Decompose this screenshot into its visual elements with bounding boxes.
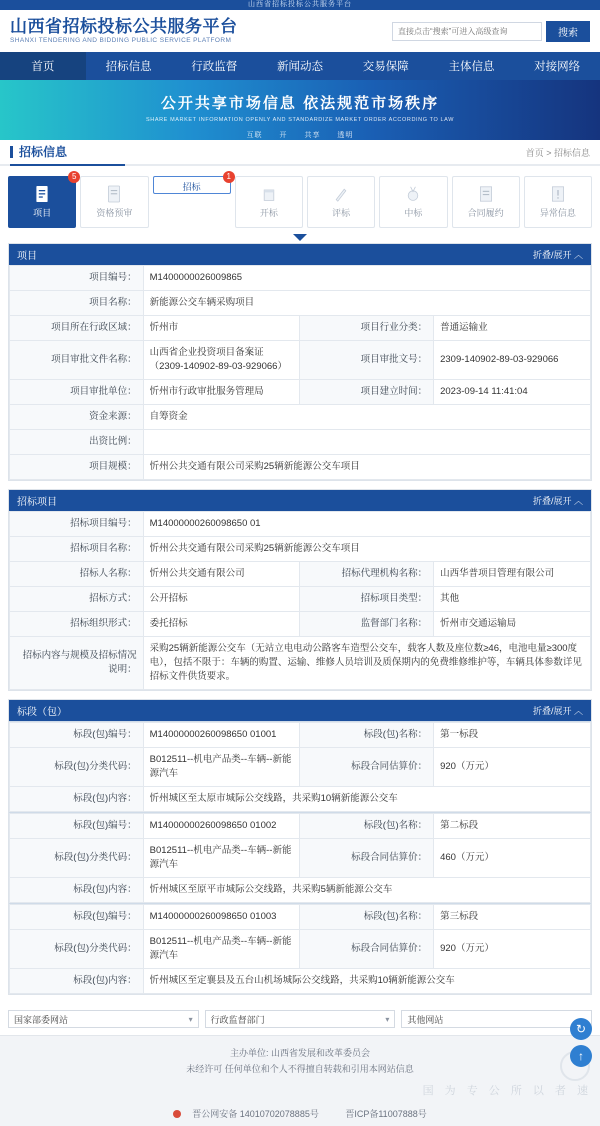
row-value: 第二标段 — [434, 814, 591, 839]
project-panel — [8, 243, 592, 481]
step-label: 评标 — [332, 208, 351, 218]
step-label: 资格预审 — [96, 208, 133, 218]
table-row — [10, 266, 591, 291]
nav-item-supervision[interactable]: 行政监督 — [191, 61, 238, 73]
lots-panel-toggle[interactable]: 折叠/展开 ︿ — [532, 706, 583, 716]
row-value: 自筹资金 — [143, 405, 590, 430]
row-label: 项目审批单位： — [10, 380, 144, 405]
row-label: 项目所在行政区域： — [10, 316, 144, 341]
row-value: B012511--机电产品类--车辆--新能源汽车 — [143, 839, 300, 878]
row-label: 项目审批文件名称： — [10, 341, 144, 380]
row-value: 忻州市行政审批服务管理局 — [143, 380, 300, 405]
logo-title: 山西省招标投标公共服务平台 — [10, 17, 238, 36]
table-row — [10, 562, 591, 587]
project-panel-header — [9, 244, 591, 265]
step-label: 中标 — [404, 208, 423, 218]
step-badge: 5 — [68, 171, 80, 183]
row-label: 招标代理机构名称： — [300, 562, 434, 587]
step-label: 项目 — [33, 208, 52, 218]
step-abnormal[interactable] — [524, 176, 592, 228]
step-label: 开标 — [259, 208, 278, 218]
site-header — [0, 10, 600, 52]
project-panel-toggle[interactable]: 折叠/展开 ︿ — [532, 250, 583, 260]
step-bid-opening[interactable] — [235, 176, 303, 228]
selected-step-pointer — [293, 234, 307, 241]
row-value: 920（万元） — [434, 748, 591, 787]
contract-icon — [478, 185, 494, 203]
table-row — [10, 512, 591, 537]
footer-link-selects — [0, 1003, 600, 1035]
box-icon — [261, 185, 277, 203]
step-label: 异常信息 — [539, 208, 576, 218]
row-label: 招标方式： — [10, 587, 144, 612]
row-value: M14000000260098650 01002 — [143, 814, 300, 839]
row-value: B012511--机电产品类--车辆--新能源汽车 — [143, 748, 300, 787]
select-label: 行政监督部门 — [210, 1014, 265, 1025]
step-prequalification[interactable] — [80, 176, 148, 228]
table-row — [10, 878, 591, 903]
select-other-sites[interactable] — [401, 1010, 592, 1028]
row-label: 标段(包)编号： — [10, 814, 144, 839]
chevron-down-icon: ▾ — [385, 1014, 390, 1024]
step-evaluation[interactable] — [307, 176, 375, 228]
nav-item-guarantee[interactable]: 交易保障 — [362, 61, 409, 73]
main-nav — [0, 52, 600, 80]
tender-panel-title: 招标项目 — [17, 497, 57, 508]
row-label: 标段(包)内容： — [10, 969, 144, 994]
table-row — [10, 341, 591, 380]
row-value: M1400000026009865 — [143, 266, 590, 291]
row-label: 资金来源： — [10, 405, 144, 430]
banner-tag: 透明 — [337, 132, 354, 139]
lots-panel — [8, 699, 592, 995]
row-label: 出资比例： — [10, 430, 144, 455]
row-label: 招标内容与规模及招标情况说明： — [10, 637, 144, 690]
footer-line-1: 主办单位: 山西省发展和改革委员会 — [229, 1048, 370, 1058]
document-icon — [34, 185, 50, 203]
row-label: 标段(包)分类代码： — [10, 930, 144, 969]
logo-subtitle: SHANXI TENDERING AND BIDDING PUBLIC SERVICE PLATFORM — [10, 37, 232, 44]
table-row — [10, 455, 591, 480]
row-label: 招标项目类型： — [300, 587, 434, 612]
lots-panel-title: 标段（包） — [17, 707, 67, 718]
row-value: 委托招标 — [143, 612, 300, 637]
table-row — [10, 430, 591, 455]
row-label: 标段合同估算价： — [300, 839, 434, 878]
lot-table — [9, 813, 591, 903]
row-value: B012511--机电产品类--车辆--新能源汽车 — [143, 930, 300, 969]
row-value: 山西省企业投资项目备案证（2309-140902-89-03-929066） — [143, 341, 300, 380]
lot-item — [9, 903, 591, 994]
row-label: 项目审批文号： — [300, 341, 434, 380]
top-strip: 山西省招标投标公共服务平台 — [0, 0, 600, 10]
row-label: 项目名称： — [10, 291, 144, 316]
site-footer — [0, 1022, 600, 1103]
hero-banner — [0, 80, 600, 140]
row-value: M14000000260098650 01 — [143, 512, 590, 537]
page-title: 招标信息 — [10, 146, 67, 158]
search-button[interactable]: 搜索 — [546, 21, 590, 42]
row-label: 标段(包)分类代码： — [10, 839, 144, 878]
row-label: 标段(包)分类代码： — [10, 748, 144, 787]
row-label: 招标人名称： — [10, 562, 144, 587]
table-row — [10, 537, 591, 562]
police-badge-icon — [173, 1110, 181, 1118]
row-label: 标段(包)编号： — [10, 905, 144, 930]
search-input[interactable] — [392, 22, 542, 41]
tender-panel — [8, 489, 592, 691]
step-project[interactable] — [8, 172, 77, 228]
site-logo[interactable] — [10, 17, 238, 45]
table-row — [10, 814, 591, 839]
row-value: 忻州城区至原平市城际公交线路，共采购5辆新能源公交车 — [143, 878, 590, 903]
banner-tag: 共享 — [304, 132, 321, 139]
row-label: 项目行业分类： — [300, 316, 434, 341]
row-value: 第一标段 — [434, 723, 591, 748]
beian-bar — [0, 1103, 600, 1126]
table-row — [10, 930, 591, 969]
tender-table — [9, 511, 591, 690]
table-row — [10, 316, 591, 341]
alert-icon — [550, 185, 566, 203]
floating-buttons — [570, 1018, 592, 1072]
nav-item-home[interactable]: 首页 — [0, 52, 86, 80]
row-value: 2023-09-14 11:41:04 — [434, 380, 591, 405]
step-contract[interactable] — [452, 176, 520, 228]
lot-item — [9, 812, 591, 903]
process-steps — [0, 168, 600, 241]
step-badge: 1 — [223, 171, 235, 183]
row-label: 招标项目名称： — [10, 537, 144, 562]
table-row — [10, 969, 591, 994]
row-label: 标段(包)编号： — [10, 723, 144, 748]
banner-title: 公开共享市场信息 依法规范市场秩序 — [160, 95, 440, 112]
row-value: 其他 — [434, 587, 591, 612]
row-label: 招标项目编号： — [10, 512, 144, 537]
table-row — [10, 587, 591, 612]
row-label: 标段合同估算价： — [300, 930, 434, 969]
title-underline — [10, 164, 125, 166]
nav-item-tender-info[interactable]: 招标信息 — [105, 61, 152, 73]
row-label: 招标组织形式： — [10, 612, 144, 637]
row-value: 公开招标 — [143, 587, 300, 612]
row-value: 普通运输业 — [434, 316, 591, 341]
table-row — [10, 905, 591, 930]
table-row — [10, 723, 591, 748]
select-national-sites[interactable] — [8, 1010, 199, 1028]
row-value: 忻州市交通运输局 — [434, 612, 591, 637]
page-header-row — [0, 140, 600, 166]
table-row — [10, 839, 591, 878]
row-value: 2309-140902-89-03-929066 — [434, 341, 591, 380]
row-value: 忻州城区至太原市城际公交线路，共采购10辆新能源公交车 — [143, 787, 590, 812]
step-label: 招标 — [182, 182, 201, 192]
refresh-icon[interactable]: ↻ — [570, 1018, 592, 1040]
select-supervision-dept[interactable] — [205, 1010, 396, 1028]
lot-table — [9, 722, 591, 812]
row-label: 项目编号： — [10, 266, 144, 291]
icp-record[interactable]: 晋ICP备11007888号 — [345, 1109, 427, 1119]
banner-tag: 互联 — [246, 132, 263, 139]
table-row — [10, 380, 591, 405]
row-value: 460（万元） — [434, 839, 591, 878]
chevron-down-icon: ▾ — [188, 1014, 193, 1024]
project-table — [9, 265, 591, 480]
row-value: 采购25辆新能源公交车（无站立电电动公路客车造型公交车，载客人数及座位数≥46，电池电量≥300度电），包括不限于：车辆的购置、运输、维修人员培训及质保期内的免费维修维护等，车辆具体参数详见招标文件供货要求。 — [143, 637, 590, 690]
project-panel-title: 项目 — [17, 251, 37, 262]
row-value: 忻州公共交通有限公司 — [143, 562, 300, 587]
row-label: 项目规模： — [10, 455, 144, 480]
table-row — [10, 637, 591, 690]
table-row — [10, 748, 591, 787]
row-label: 标段(包)名称： — [300, 905, 434, 930]
row-value: M14000000260098650 01003 — [143, 905, 300, 930]
tender-panel-toggle[interactable]: 折叠/展开 ︿ — [532, 496, 583, 506]
select-label: 国家部委网站 — [14, 1014, 69, 1025]
medal-icon — [405, 185, 421, 203]
row-value: 忻州公共交通有限公司采购25辆新能源公交车项目 — [143, 537, 590, 562]
row-value: M14000000260098650 01001 — [143, 723, 300, 748]
row-label: 监督部门名称： — [300, 612, 434, 637]
row-label: 标段(包)内容： — [10, 878, 144, 903]
row-label: 标段合同估算价： — [300, 748, 434, 787]
footer-line-2: 未经许可 任何单位和个人不得擅自转载和引用本网站信息 — [186, 1064, 414, 1074]
table-row — [10, 612, 591, 637]
tender-panel-header — [9, 490, 591, 511]
row-value: 新能源公交车辆采购项目 — [143, 291, 590, 316]
row-label: 标段(包)内容： — [10, 787, 144, 812]
lot-table — [9, 904, 591, 994]
row-value: 山西华普项目管理有限公司 — [434, 562, 591, 587]
breadcrumb: 首页 > 招标信息 — [525, 147, 590, 158]
row-label: 标段(包)名称： — [300, 814, 434, 839]
row-value: 忻州城区至定襄县及五台山机场城际公交线路，共采购10辆新能源公交车 — [143, 969, 590, 994]
watermark-text: 国 为 专 公 所 以 者 速 — [422, 1085, 592, 1097]
nav-item-network[interactable]: 对接网络 — [534, 61, 581, 73]
table-row — [10, 291, 591, 316]
row-value: 920（万元） — [434, 930, 591, 969]
nav-item-entities[interactable]: 主体信息 — [448, 61, 495, 73]
step-label: 合同履约 — [467, 208, 504, 218]
row-label: 项目建立时间： — [300, 380, 434, 405]
document-icon — [106, 185, 122, 203]
banner-tag: 开 — [279, 132, 288, 139]
police-record[interactable]: 晋公网安备 14010702078885号 — [173, 1109, 327, 1119]
row-label: 标段(包)名称： — [300, 723, 434, 748]
arrow-up-icon[interactable]: ↑ — [570, 1045, 592, 1067]
nav-item-news[interactable]: 新闻动态 — [277, 61, 324, 73]
banner-tags — [0, 130, 600, 140]
table-row — [10, 405, 591, 430]
pen-icon — [333, 185, 349, 203]
row-value: 忻州公共交通有限公司采购25辆新能源公交车项目 — [143, 455, 590, 480]
step-winning[interactable] — [379, 176, 447, 228]
lot-item — [9, 721, 591, 812]
select-label: 其他网站 — [407, 1014, 444, 1025]
banner-subtitle: SHARE MARKET INFORMATION OPENLY AND STANDARDIZE MARKET ORDER ACCORDING TO LAW — [146, 117, 454, 123]
step-tender[interactable] — [153, 172, 231, 194]
table-row — [10, 787, 591, 812]
row-value — [143, 430, 590, 455]
row-value: 忻州市 — [143, 316, 300, 341]
lots-panel-header — [9, 700, 591, 721]
header-search — [392, 21, 590, 42]
row-value: 第三标段 — [434, 905, 591, 930]
